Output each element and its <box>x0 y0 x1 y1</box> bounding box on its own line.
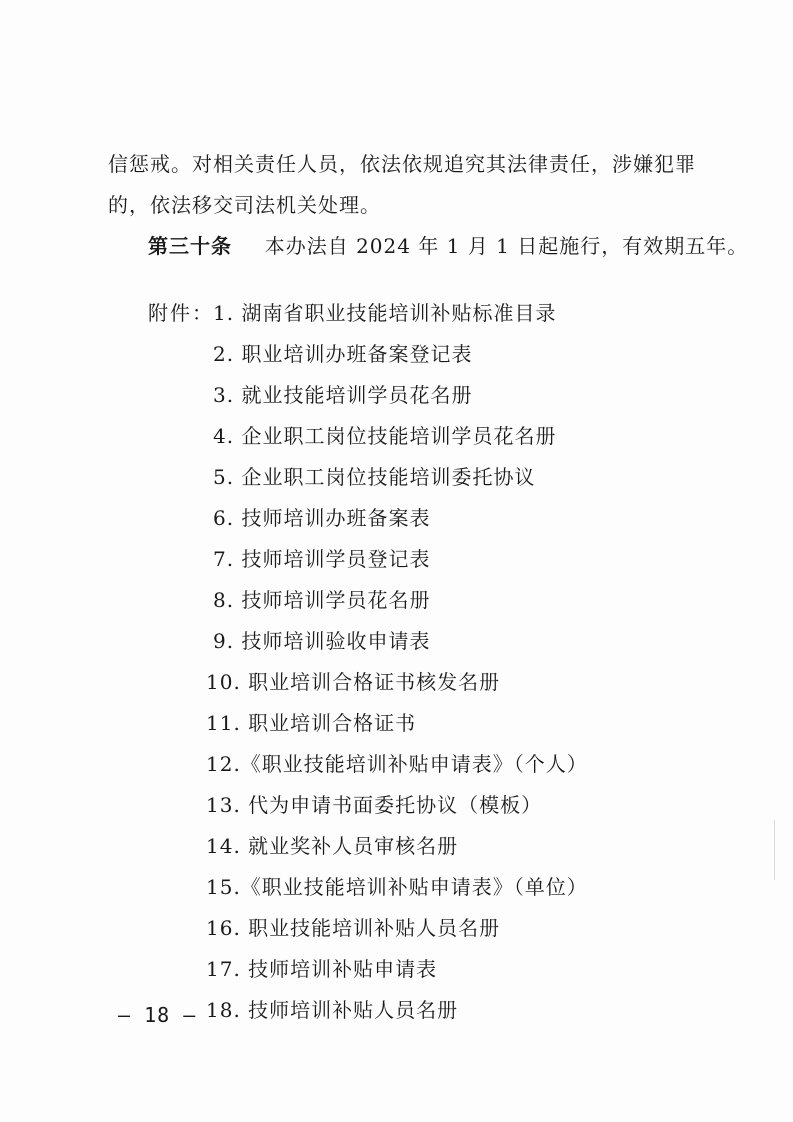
attachment-item-16: 16. 职业技能培训补贴人员名册 <box>206 916 501 940</box>
scan-edge-mark <box>774 820 775 880</box>
attachment-item-9: 9. 技师培训验收申请表 <box>213 629 431 653</box>
attachment-item-6: 6. 技师培训办班备案表 <box>213 506 431 530</box>
attachment-item-15: 15.《职业技能培训补贴申请表》（单位） <box>206 875 588 899</box>
attachment-item-18: 18. 技师培训补贴人员名册 <box>206 998 459 1022</box>
attachments-label: 附件： <box>148 301 214 325</box>
attachment-item-7: 7. 技师培训学员登记表 <box>213 547 431 571</box>
attachment-item-17: 17. 技师培训补贴申请表 <box>206 957 438 981</box>
attachment-item-3: 3. 就业技能培训学员花名册 <box>213 383 473 407</box>
attachment-item-5: 5. 企业职工岗位技能培训委托协议 <box>213 465 536 489</box>
article-text: 本办法自 2024 年 1 月 1 日起施行，有效期五年。 <box>264 234 749 258</box>
attachment-item-10: 10. 职业培训合格证书核发名册 <box>206 670 501 694</box>
attachment-item-8: 8. 技师培训学员花名册 <box>213 588 431 612</box>
attachment-item-13: 13. 代为申请书面委托协议（模板） <box>206 793 543 817</box>
attachment-item-1: 1. 湖南省职业技能培训补贴标准目录 <box>213 301 557 325</box>
body-line-2: 的，依法移交司法机关处理。 <box>108 193 381 217</box>
attachment-item-14: 14. 就业奖补人员审核名册 <box>206 834 459 858</box>
attachment-item-12: 12.《职业技能培训补贴申请表》（个人） <box>206 752 588 776</box>
page-number: — 18 — <box>118 1003 197 1027</box>
attachment-item-2: 2. 职业培训办班备案登记表 <box>213 342 473 366</box>
article-30 <box>148 230 748 259</box>
attachment-item-4: 4. 企业职工岗位技能培训学员花名册 <box>213 424 557 448</box>
article-title: 第三十条 <box>148 234 232 258</box>
body-line-1: 信惩戒。对相关责任人员，依法依规追究其法律责任，涉嫌犯罪 <box>108 152 696 176</box>
attachment-item-11: 11. 职业培训合格证书 <box>206 711 417 735</box>
